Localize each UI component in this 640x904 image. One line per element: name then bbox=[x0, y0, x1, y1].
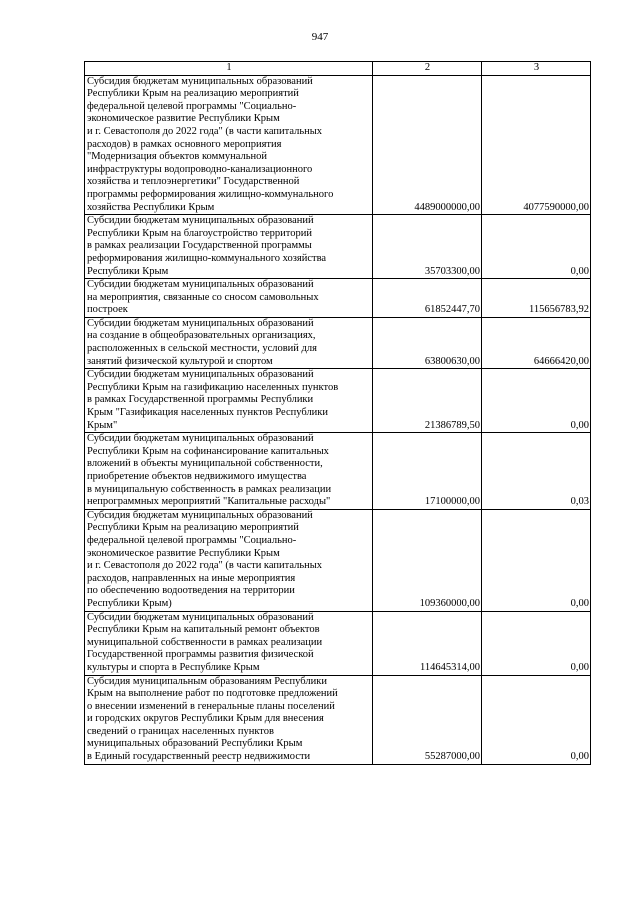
table-row bbox=[85, 75, 591, 215]
row-description: Субсидии бюджетам муниципальных образований Республики Крым на капитальный ремонт объектов муниципальной собственности в рамках реализации Государственной программы развития физической культуры и спорта в Республике Крым bbox=[85, 611, 373, 675]
table-row bbox=[85, 433, 591, 510]
table-row bbox=[85, 317, 591, 368]
row-value-col2: 55287000,00 bbox=[373, 675, 482, 764]
row-value-col2: 61852447,70 bbox=[373, 279, 482, 318]
row-description: Субсидия бюджетам муниципальных образований Республики Крым на реализацию мероприятий федеральной целевой программы "Социально- экономическое развитие Республики Крым и г. Севастополя до 2022 года" (в части капитальных расходов, направленных на иные мероприятия по обеспечению водоотведения на территории Республики Крым) bbox=[85, 509, 373, 611]
page-number: 947 bbox=[311, 31, 329, 43]
row-description: Субсидия муниципальным образованиям Республики Крым на выполнение работ по подготовке предложений о внесении изменений в генеральные планы поселений и городских округов Республики Крым для внесения сведений о границах населенных пунктов муниципальных образований Республики Крым в Единый государственный реестр недвижимости bbox=[85, 675, 373, 764]
row-value-col3: 0,00 bbox=[482, 509, 591, 611]
row-value-col3: 0,00 bbox=[482, 611, 591, 675]
table-row bbox=[85, 675, 591, 764]
row-value-col3: 0,00 bbox=[482, 215, 591, 279]
table-row bbox=[85, 369, 591, 433]
table-row bbox=[85, 279, 591, 318]
row-value-col3: 64666420,00 bbox=[482, 317, 591, 368]
row-description: Субсидии бюджетам муниципальных образований на создание в общеобразовательных организациях, расположенных в сельской местности, условий для занятий физической культурой и спортом bbox=[85, 317, 373, 368]
row-value-col3: 0,00 bbox=[482, 675, 591, 764]
row-value-col3: 4077590000,00 bbox=[482, 75, 591, 215]
table-row bbox=[85, 215, 591, 279]
column-header-2: 2 bbox=[373, 62, 482, 76]
row-description: Субсидии бюджетам муниципальных образований на мероприятия, связанные со сносом самовольных построек bbox=[85, 279, 373, 318]
row-value-col2: 35703300,00 bbox=[373, 215, 482, 279]
row-value-col2: 109360000,00 bbox=[373, 509, 482, 611]
table-header-row bbox=[85, 62, 591, 76]
column-header-1: 1 bbox=[85, 62, 373, 76]
table-row bbox=[85, 509, 591, 611]
row-value-col3: 115656783,92 bbox=[482, 279, 591, 318]
budget-table bbox=[84, 61, 591, 765]
row-value-col2: 4489000000,00 bbox=[373, 75, 482, 215]
row-description: Субсидии бюджетам муниципальных образований Республики Крым на благоустройство территорий в рамках реализации Государственной программы реформирования жилищно-коммунального хозяйства Республики Крым bbox=[85, 215, 373, 279]
row-value-col2: 21386789,50 bbox=[373, 369, 482, 433]
row-description: Субсидии бюджетам муниципальных образований Республики Крым на газификацию населенных пунктов в рамках Государственной программы Республики Крым "Газификация населенных пунктов Республики Крым" bbox=[85, 369, 373, 433]
column-header-3: 3 bbox=[482, 62, 591, 76]
table-row bbox=[85, 611, 591, 675]
row-description: Субсидия бюджетам муниципальных образований Республики Крым на реализацию мероприятий федеральной целевой программы "Социально- экономическое развитие Республики Крым и г. Севастополя до 2022 года" (в части капитальных расходов) в рамках основного мероприятия "Модернизация объектов коммунальной инфраструктуры водопроводно-канализационного хозяйства и теплоэнергетики" Государственной программы реформирования жилищно-коммунального хозяйства Республики Крым bbox=[85, 75, 373, 215]
row-description: Субсидии бюджетам муниципальных образований Республики Крым на софинансирование капитальных вложений в объекты муниципальной собственности, приобретение объектов недвижимого имущества в муниципальную собственность в рамках реализации непрограммных мероприятий "Капитальные расходы" bbox=[85, 433, 373, 510]
row-value-col2: 17100000,00 bbox=[373, 433, 482, 510]
row-value-col2: 63800630,00 bbox=[373, 317, 482, 368]
row-value-col2: 114645314,00 bbox=[373, 611, 482, 675]
row-value-col3: 0,00 bbox=[482, 369, 591, 433]
row-value-col3: 0,03 bbox=[482, 433, 591, 510]
